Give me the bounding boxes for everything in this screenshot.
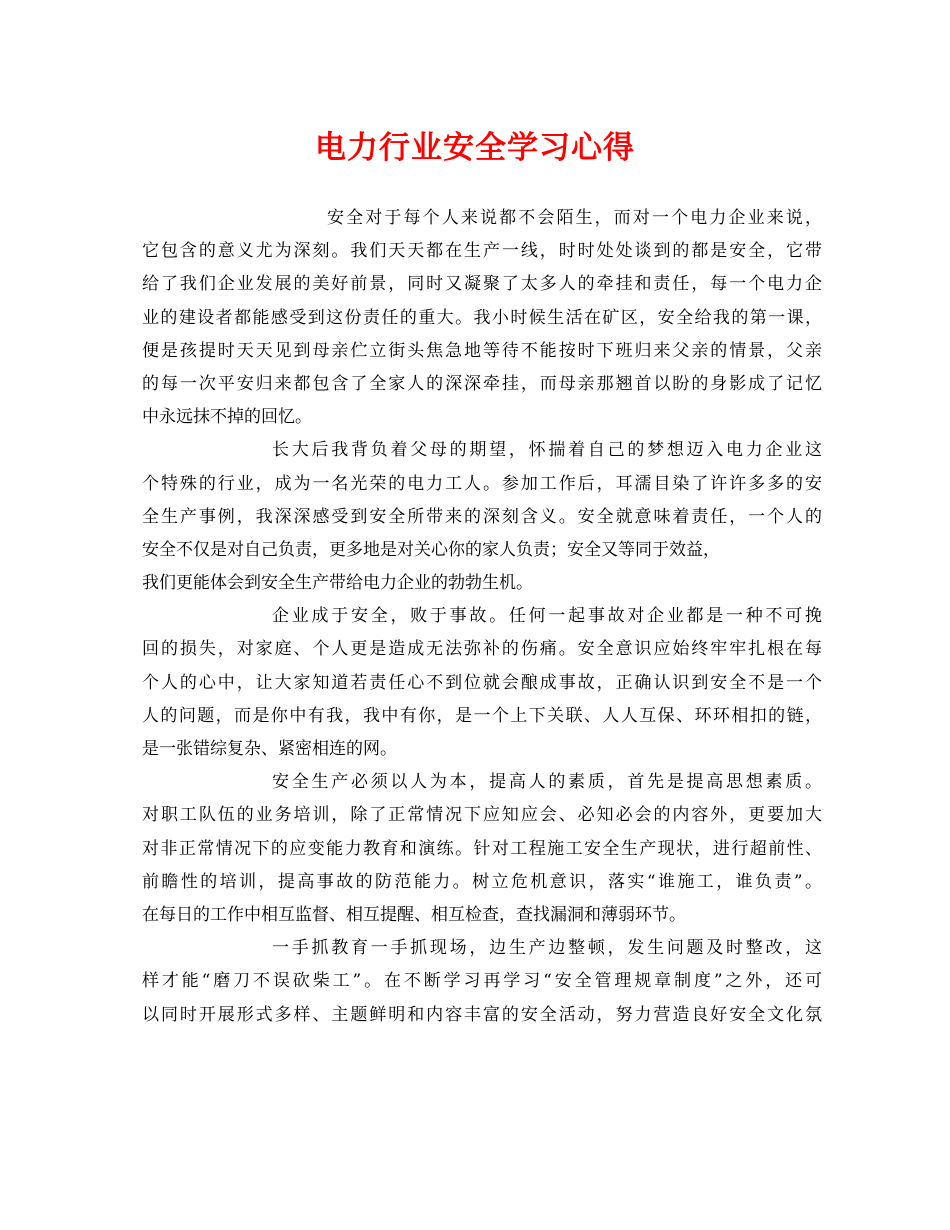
paragraph-line: 安全不仅是对自己负责，更多地是对关心你的家人负责；安全又等同于效益， [142, 539, 720, 560]
paragraph-line: 是一张错综复杂、紧密相连的网。 [142, 739, 397, 759]
paragraph-3 [142, 600, 822, 766]
paragraph-line: 个特殊的行业，成为一名光荣的电力工人。参加工作后，耳濡目染了许许多多的安 [142, 473, 822, 494]
document-title: 电力行业安全学习心得 [315, 130, 635, 166]
paragraph-line: 安全生产必须以人为本，提高人的素质，首先是提高思想素质。 [272, 772, 822, 793]
paragraph-line: 全生产事例，我深深感受到安全所带来的深刻含义。安全就意味着责任，一个人的 [142, 506, 822, 527]
paragraph-line: 回的损失，对家庭、个人更是造成无法弥补的伤痛。安全意识应始终牢牢扎根在每 [142, 639, 822, 660]
paragraph-line: 安全对于每个人来说都不会陌生，而对一个电力企业来说， [327, 208, 822, 228]
paragraph-line: 前瞻性的培训，提高事故的防范能力。树立危机意识，落实“谁施工，谁负责”。 [142, 871, 822, 892]
paragraph-line: 我们更能体会到安全生产带给电力企业的勃勃生机。 [142, 573, 533, 594]
paragraph-line: 一手抓教育一手抓现场，边生产边整顿，发生问题及时整改，这 [272, 938, 822, 959]
paragraph-line: 以同时开展形式多样、主题鲜明和内容丰富的安全活动，努力营造良好安全文化氛 [142, 1004, 822, 1025]
paragraph-line: 给了我们企业发展的美好前景，同时又凝聚了太多人的牵挂和责任，每一个电力企 [142, 274, 822, 295]
paragraph-line: 人的问题，而是你中有我，我中有你，是一个上下关联、人人互保、环环相扣的链， [142, 705, 822, 726]
paragraph-line: 个人的心中，让大家知道若责任心不到位就会酿成事故，正确认识到安全不是一个 [142, 672, 822, 693]
paragraph-line: 的每一次平安归来都包含了全家人的深深牵挂，而母亲那翘首以盼的身影成了记忆 [142, 373, 822, 394]
paragraph-line: 便是孩提时天天见到母亲伫立街头焦急地等待不能按时下班归来父亲的情景，父亲 [142, 340, 822, 361]
paragraph-line: 样才能“磨刀不误砍柴工”。在不断学习再学习“安全管理规章制度”之外，还可 [142, 971, 822, 992]
document-body [142, 202, 822, 1032]
paragraph-4 [142, 766, 822, 932]
paragraph-line: 业的建设者都能感受到这份责任的重大。我小时候生活在矿区，安全给我的第一课， [142, 307, 822, 328]
paragraph-line: 它包含的意义尤为深刻。我们天天都在生产一线，时时处处谈到的都是安全，它带 [142, 241, 822, 262]
paragraph-2 [142, 434, 822, 600]
paragraph-5 [142, 932, 822, 1032]
paragraph-line: 在每日的工作中相互监督、相互提醒、相互检查，查找漏洞和薄弱环节。 [142, 904, 686, 925]
paragraph-line: 对职工队伍的业务培训，除了正常情况下应知应会、必知必会的内容外，更要加大 [142, 805, 822, 826]
paragraph-line: 中永远抹不掉的回忆。 [142, 407, 312, 428]
paragraph-line: 长大后我背负着父母的期望，怀揣着自己的梦想迈入电力企业这 [272, 440, 822, 461]
paragraph-1 [142, 202, 822, 434]
paragraph-line: 对非正常情况下的应变能力教育和演练。针对工程施工安全生产现状，进行超前性、 [142, 838, 822, 859]
paragraph-line: 企业成于安全，败于事故。任何一起事故对企业都是一种不可挽 [272, 606, 822, 627]
